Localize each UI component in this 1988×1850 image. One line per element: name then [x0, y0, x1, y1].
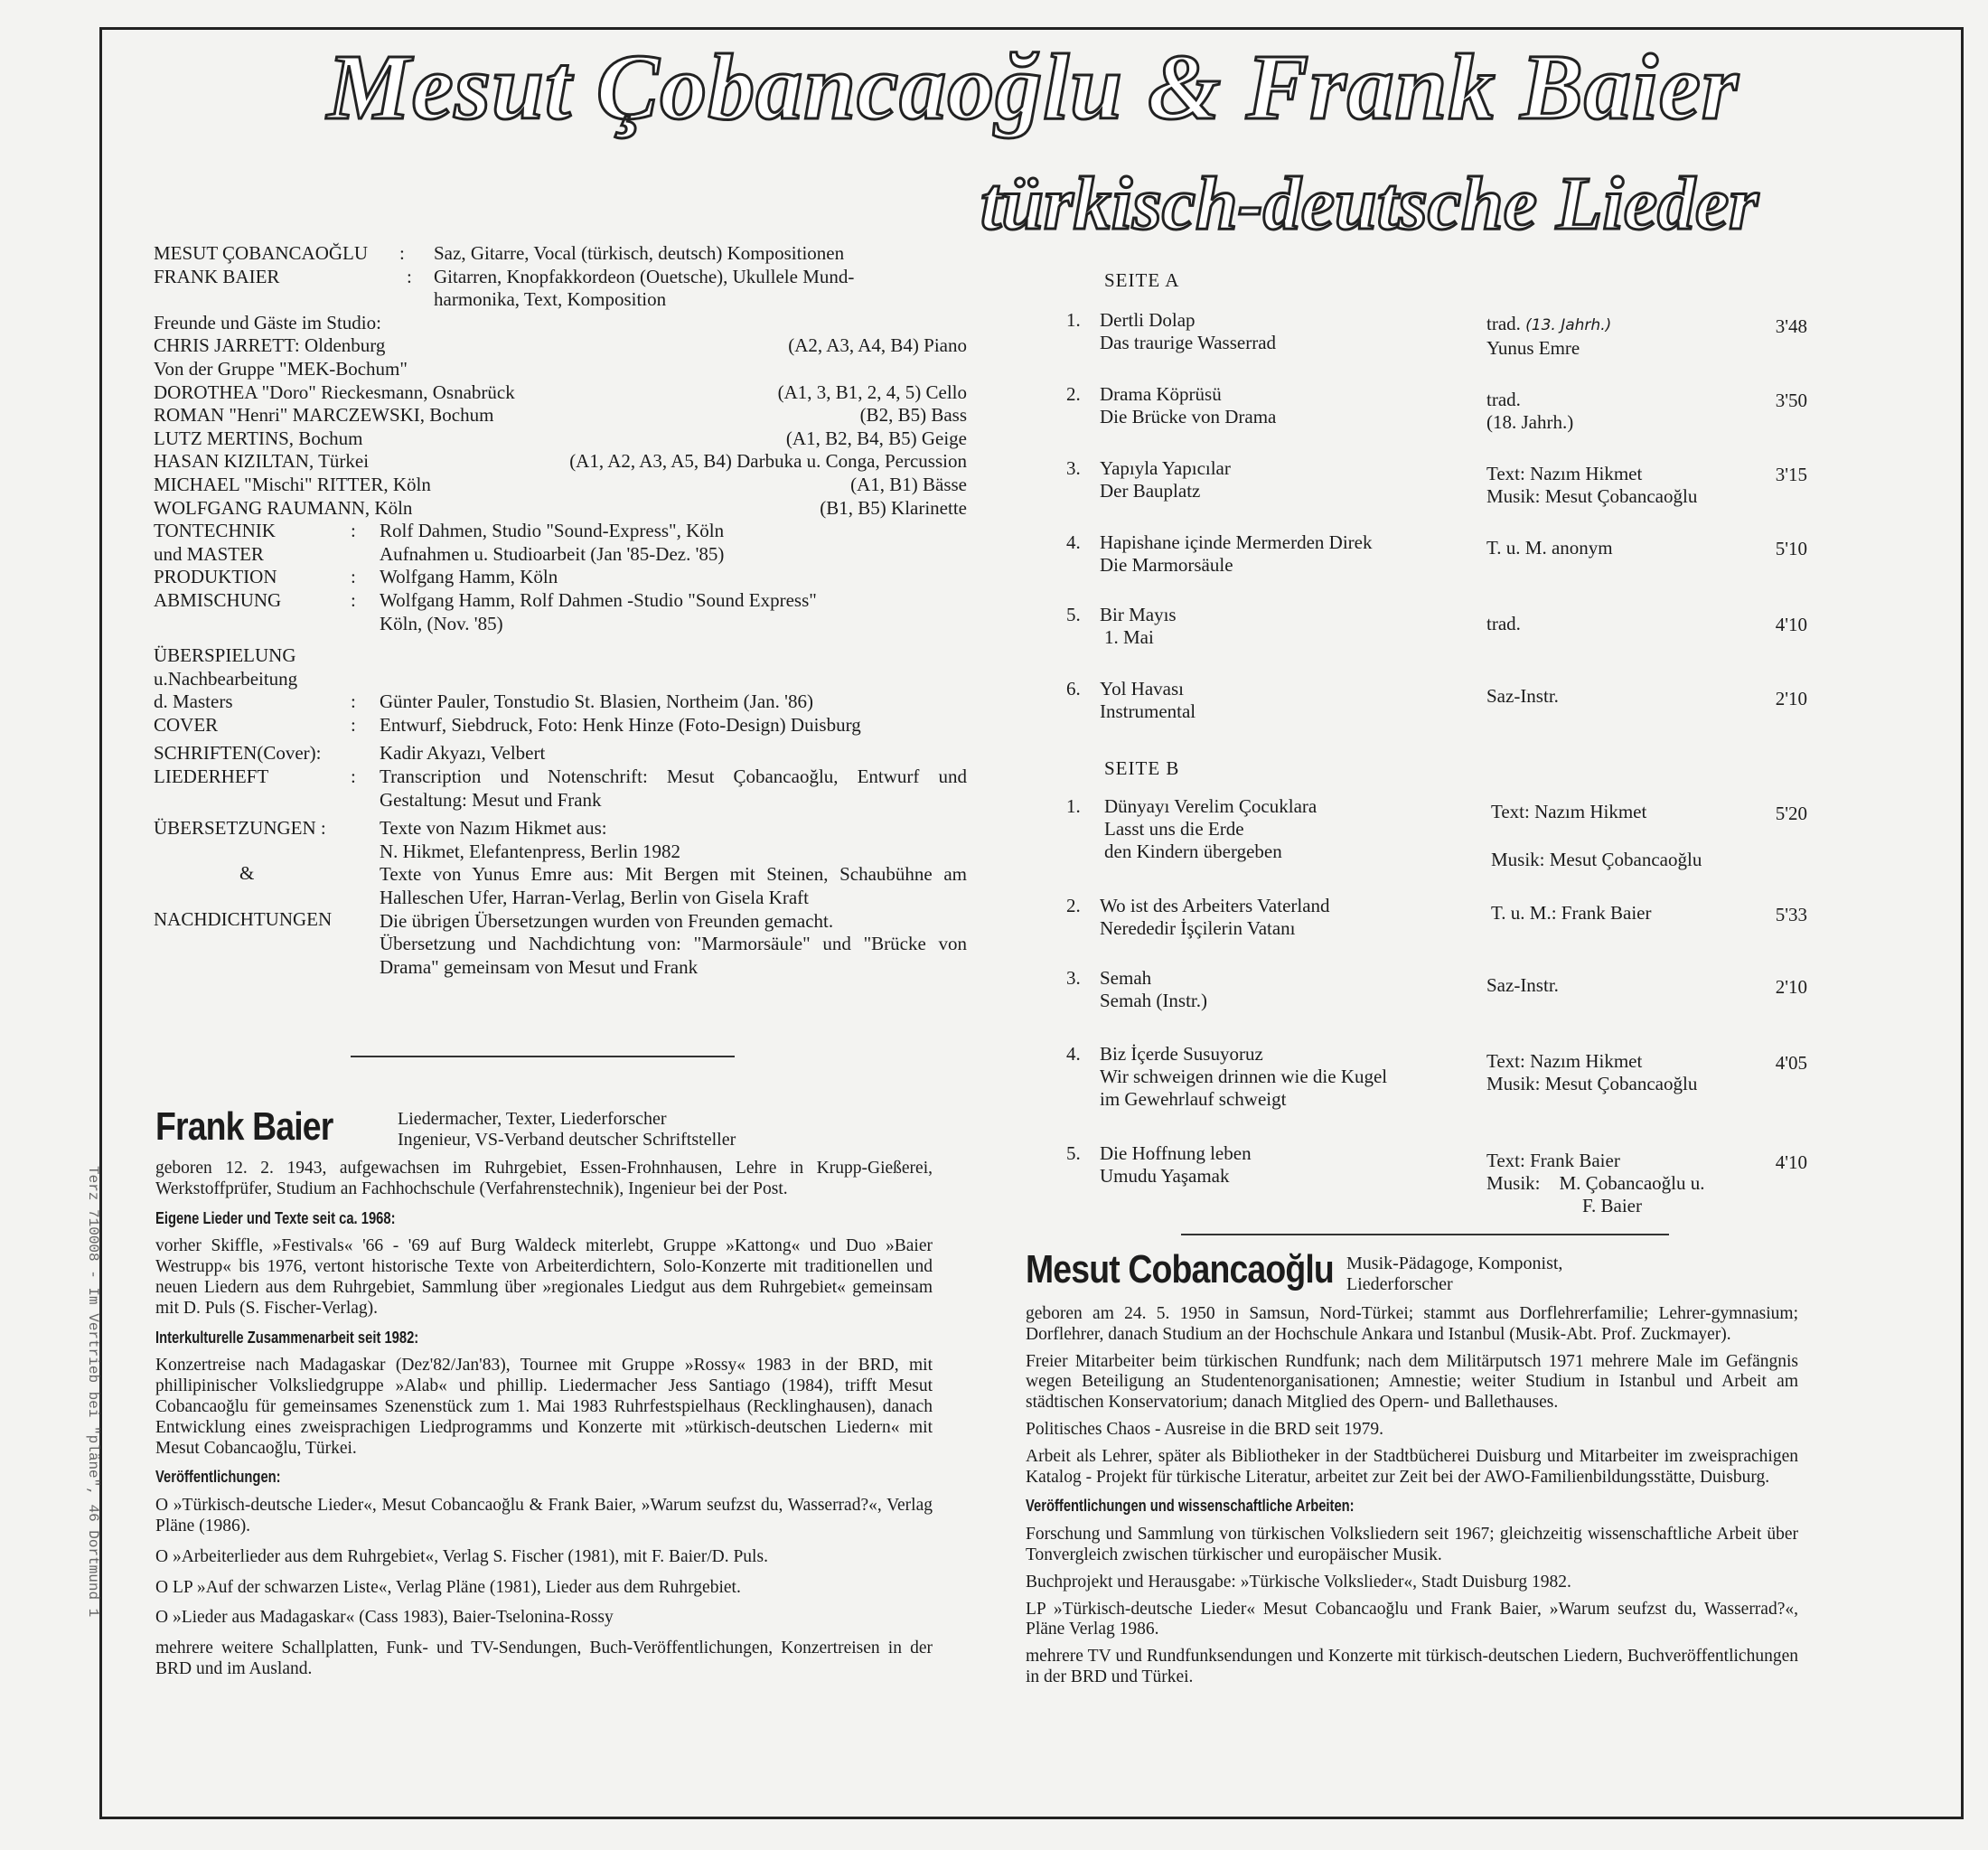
guest-line: WOLFGANG RAUMANN, Köln (B1, B5) Klarinette	[154, 496, 967, 519]
frank-baier-bio: geboren 12. 2. 1943, aufgewachsen im Ruhrgebiet, Essen-Frohnhausen, Lehre in Krupp-Gießerei, Werkstoffprüfer, Studium an Fachhochschule (Verfahrenstechnik), Ingenieur bei der Post. Eigene Lieder und Texte seit ca. 1968: vorher Skiffle, »Festivals« '66 - '69 auf Burg Waldeck miterlebt, Gruppe »Kattong« und Duo »Baier Westrupp« bis 1976, vertont historische Texte von Arbeiterdichtern, Solo-Konzerte mit traditionellen und neuen Liedern aus dem Ruhrgebiet, Sammlung über »regionales Liedgut aus dem Ruhrgebiet« gemeinsam mit D. Puls (S. Fischer-Verlag). Interkulturelle Zusammenarbeit seit 1982: Konzertreise nach Madagaskar (Dez'82/Jan'83), Tournee mit Gruppe »Rossy« 1983 in der BRD, mit phillipinischer Volksliedgruppe »Alab« und phillip. Liedermacher Jess Santiago (1984), trifft Mesut Cobancaoğlu für gemeinsames Szenenstück zum 1. Mai 1983 Ruhrfestspielhaus (Recklinghausen), danach Entwicklung eines zweisprachigen Liedprogramms und Konzerte mit »türkisch-deutschen Liedern« mit Mesut Cobancaoğlu, Türkei. Veröffentlichungen: O »Türkisch-deutsche Lieder«, Mesut Cobancaoğlu & Frank Baier, »Warum seufzst du, Wasserrad?«, Verlag Pläne (1986). O »Arbeiterlieder aus dem Ruhrgebiet«, Verlag S. Fischer (1981), mit F. Baier/D. Puls. O LP »Auf der schwarzen Liste«, Verlag Pläne (1981), Lieder aus dem Ruhrgebiet. O »Lieder aus Madagaskar« (Cass 1983), Baier-Tselonina-Rossy mehrere weitere Schallplatten, Funk- und TV-Sendungen, Buch-Veröffentlichungen, Konzertreisen in der BRD und im Ausland.	[155, 1159, 933, 1678]
frank-baier-role: Liedermacher, Texter, Liederforscher Ingenieur, VS-Verband deutscher Schriftsteller	[398, 1109, 736, 1150]
credits-block	[154, 242, 967, 979]
frank-baier-name: Frank Baier	[155, 1104, 333, 1149]
guest-line: HASAN KIZILTAN, Türkei (A1, A2, A3, A5, B4) Darbuka u. Conga, Percussion	[154, 450, 967, 473]
overdub-line: d. Masters : Günter Pauler, Tonstudio St. Blasien, Northeim (Jan. '86)	[154, 690, 813, 713]
credit-line: FRANK BAIER : Gitarren, Knopfakkordeon (Ouetsche), Ukullele Mund-	[154, 265, 855, 287]
guest-line: ROMAN "Henri" MARCZEWSKI, Bochum (B2, B5) Bass	[154, 404, 967, 427]
guest-line: LUTZ MERTINS, Bochum (A1, B2, B4, B5) Geige	[154, 427, 967, 449]
mesut-cobancaoglu-bio: geboren am 24. 5. 1950 in Samsun, Nord-Türkei; stammt aus Dorflehrerfamilie; Lehrer-gymnasium; Dorflehrer, danach Studium an der Hochschule Ankara und Istanbul (Musik-Abt. Prof. Zuckmayer). Freier Mitarbeiter beim türkischen Rundfunk; nach dem Militärputsch 1971 mehrere Male im Gefängnis wegen Beteiligung an Studentenorganisationen; Amnestie; weiter Studium in Istanbul und Arbeit am städtischen Konservatorium; danach Mitglied des Opern- und Ballethauses. Politisches Chaos - Ausreise in die BRD seit 1979. Arbeit als Lehrer, später als Bibliotheker in der Stadtbücherei Duisburg und Mitarbeiter im zweisprachigen Katalog - Projekt für türkische Literatur, arbeitet zur Zeit bei der AWO-Familienbildungsstätte, Duisburg. Veröffentlichungen und wissenschaftliche Arbeiten: Forschung und Sammlung von türkischen Volksliedern seit 1967; gleichzeitig wissenschaftliche Arbeit über Tonvergleich zwischen türkischer und europäischer Musik. Buchprojekt und Herausgabe: »Türkische Volkslieder«, Stadt Duisburg 1982. LP »Türkisch-deutsche Lieder« Mesut Cobancaoğlu und Frank Baier, »Warum seufzst du, Wasserrad?«, Pläne Verlag 1986. mehrere TV und Rundfunksendungen und Konzerte mit türkisch-deutschen Liedern, Buchveröffentlichungen in der BRD und Türkei.	[1026, 1304, 1798, 1686]
publication-item: O »Türkisch-deutsche Lieder«, Mesut Cobancaoğlu & Frank Baier, »Warum seufzst du, Wasserrad?«, Verlag Pläne (1986).	[155, 1496, 933, 1535]
publication-item: O LP »Auf der schwarzen Liste«, Verlag Pläne (1981), Lieder aus dem Ruhrgebiet.	[155, 1577, 741, 1597]
overdub-label: u.Nachbearbeitung	[154, 667, 298, 690]
album-artists-title: Mesut Çobancaoğlu & Frank Baier	[327, 35, 1740, 139]
tech-line: TONTECHNIK : Rolf Dahmen, Studio "Sound-Express", Köln	[154, 520, 725, 542]
booklet-credit: LIEDERHEFT : Transcription und Notenschrift: Mesut Çobancaoğlu, Entwurf und Gestaltung: Mesut und Frank	[154, 765, 967, 811]
guest-line: CHRIS JARRETT: Oldenburg (A2, A3, A4, B4) Piano	[154, 334, 967, 357]
translations-credit: ÜBERSETZUNGEN : & NACHDICHTUNGEN Texte von Nazım Hikmet aus: N. Hikmet, Elefantenpress, Berlin 1982 Texte von Yunus Emre aus: Mit Bergen mit Steinen, Schaubühne am Halleschen Ufer, Harran-Verlag, Berlin von Gisela Kraft Die übrigen Übersetzungen wurden von Freunden gemacht. Übersetzung und Nachdichtung von: "Marmorsäule" und "Brücke von Drama" gemeinsam von Mesut und Frank	[154, 817, 967, 978]
mesut-cobancaoglu-role: Musik-Pädagoge, Komponist, Liederforscher	[1346, 1254, 1563, 1294]
tech-line: ABMISCHUNG : Wolfgang Hamm, Rolf Dahmen -Studio "Sound Express"	[154, 588, 817, 611]
guest-line: DOROTHEA "Doro" Rieckesmann, Osnabrück (A1, 3, B1, 2, 4, 5) Cello	[154, 380, 967, 403]
guest-line: Von der Gruppe "MEK-Bochum"	[154, 357, 408, 380]
side-b-heading: SEITE B	[1104, 757, 1180, 779]
divider	[351, 1056, 735, 1057]
cover-credit: COVER : Entwurf, Siebdruck, Foto: Henk Hinze (Foto-Design) Duisburg	[154, 713, 861, 736]
divider	[1181, 1234, 1669, 1235]
tech-line: Köln, (Nov. '85)	[380, 612, 503, 634]
publication-item: O »Arbeiterlieder aus dem Ruhrgebiet«, Verlag S. Fischer (1981), mit F. Baier/D. Puls.	[155, 1546, 768, 1566]
guests-heading: Freunde und Gäste im Studio:	[154, 311, 381, 333]
credit-line: harmonika, Text, Komposition	[434, 288, 667, 311]
side-a-heading: SEITE A	[1104, 269, 1180, 291]
album-subtitle: türkisch-deutsche Lieder	[980, 162, 1758, 246]
tech-line: PRODUKTION : Wolfgang Hamm, Köln	[154, 566, 558, 588]
mesut-cobancaoglu-name: Mesut Cobancaoğlu	[1026, 1247, 1334, 1291]
credit-line: MESUT ÇOBANCAOĞLU : Saz, Gitarre, Vocal (türkisch, deutsch) Kompositionen	[154, 242, 845, 264]
publication-item: O »Lieder aus Madagaskar« (Cass 1983), Baier-Tselonina-Rossy	[155, 1608, 614, 1628]
fonts-credit: SCHRIFTEN(Cover): Kadir Akyazı, Velbert	[154, 742, 546, 765]
catalog-side-note: Terz 710008 - Im Vertrieb bei "pläne", 46 Dortmund 1	[85, 1166, 101, 1618]
overdub-label: ÜBERSPIELUNG	[154, 644, 296, 667]
guest-line: MICHAEL "Mischi" RITTER, Köln (A1, B1) Bässe	[154, 473, 967, 495]
tech-line: und MASTER Aufnahmen u. Studioarbeit (Jan '85-Dez. '85)	[154, 542, 725, 565]
